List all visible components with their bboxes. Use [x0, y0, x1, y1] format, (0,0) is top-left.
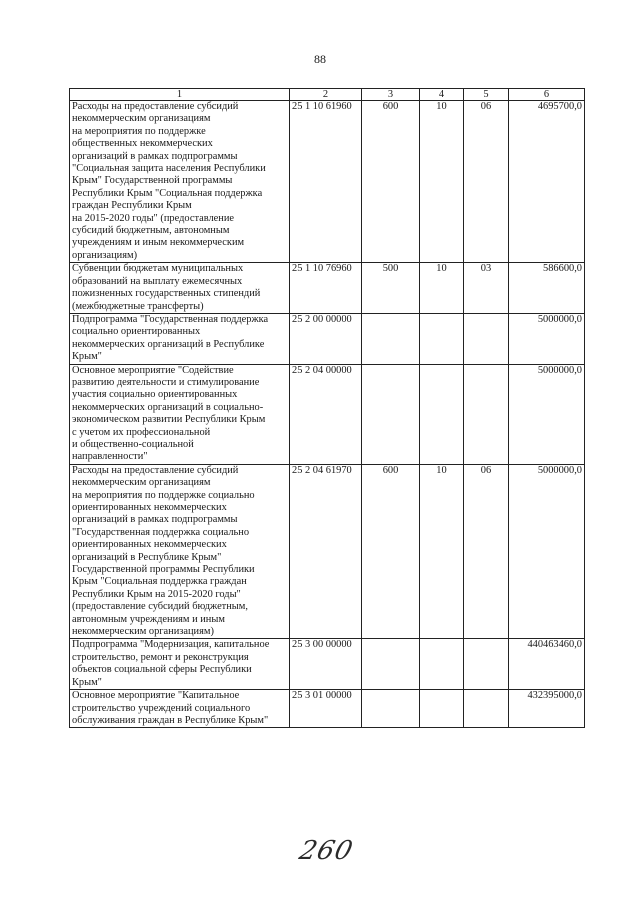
section-code: [420, 639, 464, 690]
amount: 5000000,0: [509, 364, 585, 464]
description-line: организациям): [72, 249, 138, 261]
description-line: социально ориентированных: [72, 326, 201, 338]
description-line: организаций в рамках подпрограммы: [72, 150, 238, 162]
description-line: Республики Крым на 2015-2020 годы": [72, 588, 241, 600]
budget-code: 25 2 04 61970: [290, 464, 362, 639]
description-line: Государственной программы Республики: [72, 564, 255, 576]
amount: 5000000,0: [509, 464, 585, 639]
row-description: [70, 639, 290, 690]
description-line: и общественно-социальной: [72, 438, 194, 450]
description-line: организаций в Республике Крым": [72, 551, 222, 563]
budget-code: 25 3 00 00000: [290, 639, 362, 690]
budget-code: 25 3 01 00000: [290, 690, 362, 728]
description-line: Субвенции бюджетам муниципальных: [72, 263, 244, 275]
table-row: [70, 263, 585, 314]
description-line: на мероприятия по поддержке социально: [72, 489, 255, 501]
subsection-code: [464, 313, 509, 364]
description-line: ориентированных некоммерческих: [72, 539, 227, 551]
column-header: 1: [70, 89, 290, 101]
budget-code: 25 2 04 00000: [290, 364, 362, 464]
description-line: обслуживания граждан в Республике Крым": [72, 714, 269, 726]
subsection-code: 06: [464, 101, 509, 263]
budget-code: 25 1 10 76960: [290, 263, 362, 314]
description-line: Крым" Государственной программы: [72, 175, 233, 187]
table-row: [70, 639, 585, 690]
description-line: Крым": [72, 351, 102, 363]
description-line: "Социальная защита населения Республики: [72, 163, 266, 175]
budget-code: 25 1 10 61960: [290, 101, 362, 263]
table-row: [70, 101, 585, 263]
row-description: [70, 464, 290, 639]
table-row: [70, 464, 585, 639]
section-code: [420, 690, 464, 728]
description-line: объектов социальной сферы Республики: [72, 664, 252, 676]
column-header: 3: [362, 89, 420, 101]
description-line: субсидий бюджетным, автономным: [72, 225, 230, 237]
section-code: 10: [420, 263, 464, 314]
description-line: Расходы на предоставление субсидий: [72, 464, 239, 476]
row-description: [70, 313, 290, 364]
amount: 440463460,0: [509, 639, 585, 690]
section-code: [420, 364, 464, 464]
subsection-code: 06: [464, 464, 509, 639]
description-line: организаций в рамках подпрограммы: [72, 514, 238, 526]
description-line: строительство, ремонт и реконструкция: [72, 651, 249, 663]
amount: 4695700,0: [509, 101, 585, 263]
description-line: Крым": [72, 676, 102, 688]
description-line: общественных некоммерческих: [72, 138, 213, 150]
description-line: автономным учреждениям и иным: [72, 613, 225, 625]
amount: 432395000,0: [509, 690, 585, 728]
row-description: [70, 364, 290, 464]
subsection-code: [464, 690, 509, 728]
row-description: [70, 101, 290, 263]
expense-type-code: 500: [362, 263, 420, 314]
column-header: 5: [464, 89, 509, 101]
row-description: [70, 690, 290, 728]
expense-type-code: 600: [362, 101, 420, 263]
description-line: Основное мероприятие "Содействие: [72, 364, 234, 376]
description-line: образований на выплату ежемесячных: [72, 275, 243, 287]
budget-table: [69, 88, 585, 728]
expense-type-code: [362, 690, 420, 728]
amount: 5000000,0: [509, 313, 585, 364]
description-line: с учетом их профессиональной: [72, 426, 211, 438]
description-line: (межбюджетные трансферты): [72, 300, 204, 312]
description-line: развитию деятельности и стимулирование: [72, 376, 260, 388]
subsection-code: 03: [464, 263, 509, 314]
description-line: Подпрограмма "Государственная поддержка: [72, 313, 269, 325]
description-line: Республики Крым "Социальная поддержка: [72, 187, 263, 199]
section-code: 10: [420, 101, 464, 263]
description-line: строительство учреждений социального: [72, 702, 251, 714]
description-line: пожизненных государственных стипендий: [72, 288, 261, 300]
expense-type-code: [362, 639, 420, 690]
page-number: 88: [314, 52, 326, 66]
amount: 586600,0: [509, 263, 585, 314]
description-line: граждан Республики Крым: [72, 200, 192, 212]
description-line: (предоставление субсидий бюджетным,: [72, 601, 248, 613]
description-line: участия социально ориентированных: [72, 389, 238, 401]
description-line: некоммерческих организаций в социально-: [72, 401, 264, 413]
description-line: некоммерческим организациям: [72, 113, 211, 125]
expense-type-code: 600: [362, 464, 420, 639]
expense-type-code: [362, 364, 420, 464]
table-row: [70, 690, 585, 728]
column-header: 6: [509, 89, 585, 101]
description-line: "Государственная поддержка социально: [72, 526, 250, 538]
description-line: на мероприятия по поддержке: [72, 125, 206, 137]
table-row: [70, 364, 585, 464]
description-line: Крым "Социальная поддержка граждан: [72, 576, 247, 588]
description-line: на 2015-2020 годы" (предоставление: [72, 212, 235, 224]
expense-type-code: [362, 313, 420, 364]
description-line: Подпрограмма "Модернизация, капитальное: [72, 639, 270, 651]
subsection-code: [464, 639, 509, 690]
description-line: направленности": [72, 451, 148, 463]
table-header-row: [70, 89, 585, 101]
column-header: 2: [290, 89, 362, 101]
subsection-code: [464, 364, 509, 464]
section-code: [420, 313, 464, 364]
description-line: ориентированных некоммерческих: [72, 502, 227, 513]
handwritten-page-number: 260: [296, 836, 357, 866]
description-line: Основное мероприятие "Капитальное: [72, 690, 240, 702]
table-row: [70, 313, 585, 364]
description-line: некоммерческим организациям: [72, 477, 211, 489]
column-header: 4: [420, 89, 464, 101]
description-line: экономическом развитии Республики Крым: [72, 414, 266, 426]
budget-code: 25 2 00 00000: [290, 313, 362, 364]
description-line: учреждениям и иным некоммерческим: [72, 237, 245, 249]
section-code: 10: [420, 464, 464, 639]
description-line: Расходы на предоставление субсидий: [72, 101, 239, 112]
description-line: некоммерческих организаций в Республике: [72, 338, 265, 350]
row-description: [70, 263, 290, 314]
description-line: некоммерческим организациям): [72, 626, 214, 638]
